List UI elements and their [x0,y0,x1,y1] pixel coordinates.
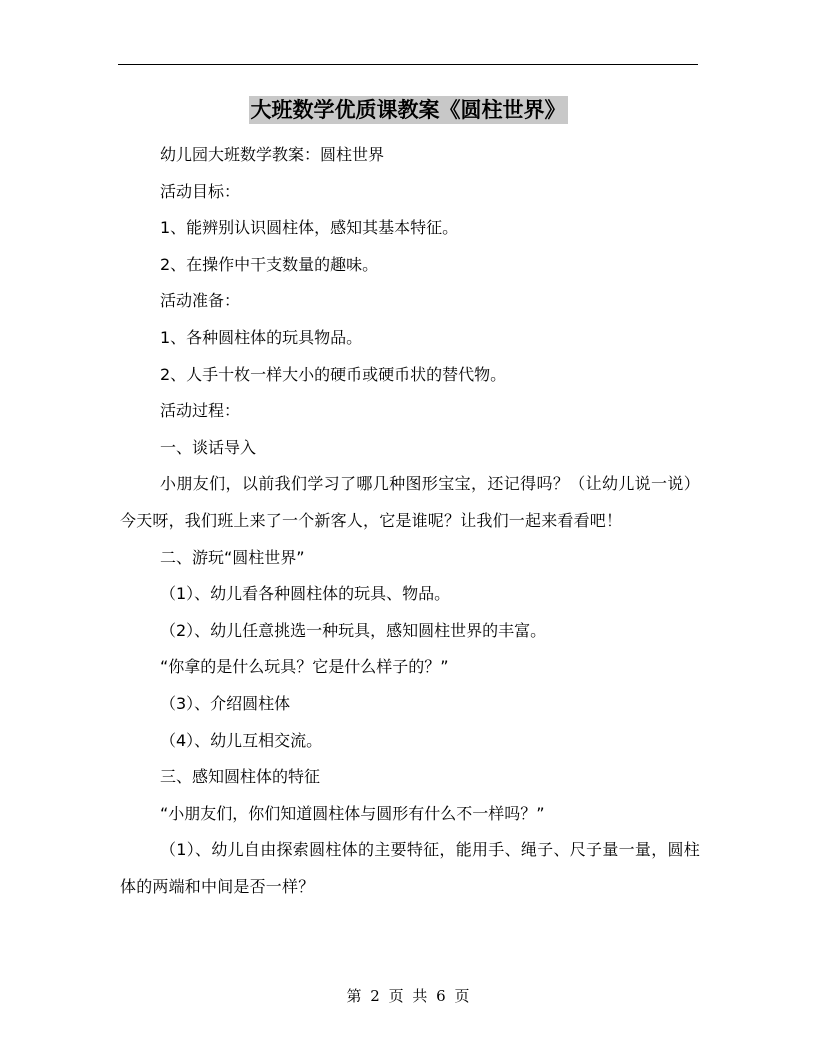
paragraph: 1、能辨别认识圆柱体，感知其基本特征。 [160,218,459,238]
paragraph: （2）、幼儿任意挑选一种玩具，感知圆柱世界的丰富。 [160,620,547,640]
paragraph: 三、感知圆柱体的特征 [160,767,321,787]
paragraph: 二、游玩“圆柱世界” [160,547,305,567]
paragraph: 活动准备： [160,291,241,311]
paragraph: （1）、幼儿自由探索圆柱体的主要特征，能用手、绳子、尺子量一量，圆柱体的两端和中间是否一样？ [120,840,700,896]
paragraph: 一、谈话导入 [160,437,257,457]
document-body [120,137,700,905]
paragraph: （3）、介绍圆柱体 [160,693,291,713]
document-title: 大班数学优质课教案《圆柱世界》 [250,97,566,122]
paragraph: 活动过程： [160,401,241,421]
paragraph: 小朋友们，以前我们学习了哪几种图形宝宝，还记得吗？（让幼儿说一说）今天呀，我们班上来了一个新客人，它是谁呢？让我们一起来看看吧！ [120,474,700,530]
paragraph: （1）、幼儿看各种圆柱体的玩具、物品。 [160,584,451,604]
paragraph: 2、人手十枚一样大小的硬币或硬币状的替代物。 [160,364,507,384]
title-container [0,96,816,124]
page-footer: 第 2 页 共 6 页 [346,987,470,1005]
paragraph: 2、在操作中干支数量的趣味。 [160,254,379,274]
paragraph: “你拿的是什么玩具？它是什么样子的？” [160,657,449,677]
paragraph: 1、各种圆柱体的玩具物品。 [160,327,363,347]
paragraph: （4）、幼儿互相交流。 [160,730,323,750]
paragraph: 活动目标： [160,181,241,201]
paragraph: “小朋友们，你们知道圆柱体与圆形有什么不一样吗？” [160,803,545,823]
paragraph: 幼儿园大班数学教案：圆柱世界 [160,145,385,164]
header-rule [118,64,698,65]
